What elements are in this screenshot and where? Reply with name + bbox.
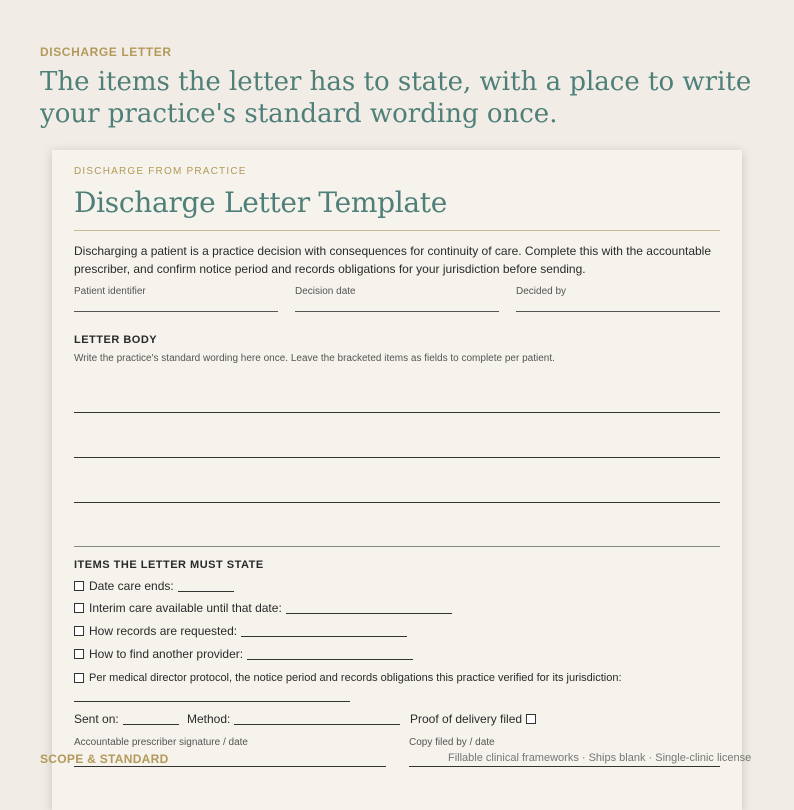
decision-date-label: Decision date (295, 286, 356, 297)
patient-identifier-field[interactable] (74, 286, 278, 312)
document-title: Discharge Letter Template (74, 186, 448, 219)
blank-line[interactable] (286, 602, 452, 614)
proof-of-delivery-label: Proof of delivery filed (410, 712, 523, 726)
item-label: Date care ends: (89, 579, 174, 593)
item-protocol-obligations[interactable] (74, 672, 622, 684)
checkbox[interactable] (74, 673, 84, 683)
copy-filed-label: Copy filed by / date (409, 737, 495, 748)
method-label: Method: (187, 712, 231, 726)
checkbox[interactable] (74, 626, 84, 636)
footer-tagline: Fillable clinical frameworks · Ships blank · Single-clinic license (448, 752, 752, 764)
item-date-care-ends[interactable] (74, 579, 234, 593)
blank-line[interactable] (178, 580, 234, 592)
protocol-blank-line[interactable] (74, 701, 350, 702)
document-intro: Discharging a patient is a practice decision with consequences for continuity of care. Complete this with the accountable prescriber, and confirm notice period and records obligations for your jurisdiction before sending. (74, 244, 712, 276)
letter-body-line[interactable] (74, 457, 720, 458)
sent-on-line[interactable] (123, 713, 179, 725)
blank-line[interactable] (241, 625, 407, 637)
item-another-provider[interactable] (74, 647, 413, 661)
document-kicker: DISCHARGE FROM PRACTICE (74, 166, 247, 177)
patient-identifier-line[interactable] (74, 311, 278, 312)
footer-brand: SCOPE & STANDARD (40, 752, 169, 766)
page-headline: The items the letter has to state, with a place to write your practice's standard wording once. (40, 67, 752, 129)
decided-by-field[interactable] (516, 286, 720, 312)
page-eyebrow: DISCHARGE LETTER (40, 45, 172, 59)
patient-identifier-label: Patient identifier (74, 286, 146, 297)
prescriber-signature-label: Accountable prescriber signature / date (74, 737, 248, 748)
checkbox[interactable] (74, 581, 84, 591)
decided-by-line[interactable] (516, 311, 720, 312)
blank-line[interactable] (247, 648, 413, 660)
letter-body-line[interactable] (74, 502, 720, 503)
item-label: Interim care available until that date: (89, 601, 282, 615)
checkbox[interactable] (526, 714, 536, 724)
decision-date-line[interactable] (295, 311, 499, 312)
method-line[interactable] (234, 713, 400, 725)
proof-of-delivery-field[interactable] (410, 712, 536, 726)
letter-body-hint: Write the practice's standard wording here once. Leave the bracketed items as fields to complete per patient. (74, 353, 555, 364)
item-interim-care[interactable] (74, 601, 452, 615)
items-title: ITEMS THE LETTER MUST STATE (74, 559, 264, 571)
letter-body-line[interactable] (74, 546, 720, 547)
item-label: Per medical director protocol, the notice period and records obligations this practice verified for its jurisdiction: (89, 672, 622, 684)
letter-body-title: LETTER BODY (74, 334, 158, 346)
checkbox[interactable] (74, 649, 84, 659)
item-records-request[interactable] (74, 624, 407, 638)
letter-body-line[interactable] (74, 412, 720, 413)
decided-by-label: Decided by (516, 286, 567, 297)
decision-date-field[interactable] (295, 286, 499, 312)
checkbox[interactable] (74, 603, 84, 613)
item-label: How to find another provider: (89, 647, 244, 661)
sent-on-field[interactable] (74, 712, 179, 726)
title-divider (74, 230, 720, 231)
item-label: How records are requested: (89, 624, 238, 638)
copy-filed-line[interactable] (409, 766, 720, 767)
prescriber-signature-line[interactable] (74, 766, 386, 767)
document-sheet (52, 150, 742, 810)
method-field[interactable] (187, 712, 400, 726)
sent-on-label: Sent on: (74, 712, 119, 726)
